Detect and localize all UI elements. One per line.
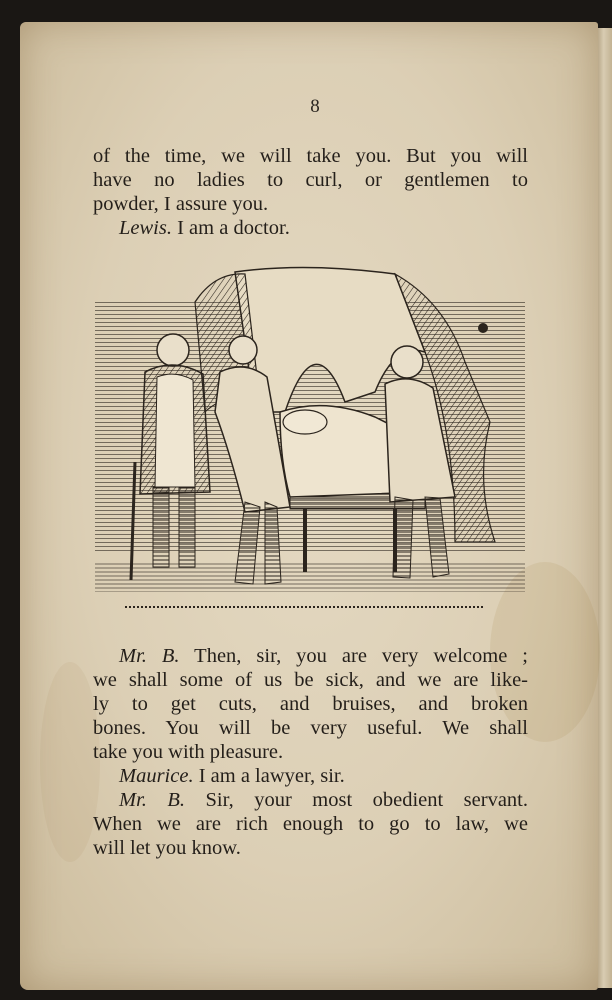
dialogue-mrb xyxy=(93,644,528,668)
dialogue-text: I am a lawyer, sir. xyxy=(198,765,345,787)
text-line: When we are rich enough to go to law, we xyxy=(93,813,528,835)
text-line: ly to get cuts, and bruises, and broken xyxy=(93,693,528,715)
floor xyxy=(95,562,525,592)
text-line: of the time, we will take you. But you will xyxy=(93,145,528,167)
figure-left-leg xyxy=(153,487,169,567)
dialogue-lewis xyxy=(93,216,528,240)
dialogue-text: Sir, your most obedient servant. xyxy=(205,789,528,811)
text-line: will let you know. xyxy=(93,837,241,859)
dialogue-maurice xyxy=(93,764,528,788)
bedpost-finial xyxy=(478,323,488,333)
figure-right-head xyxy=(391,346,423,378)
dialogue-mrb xyxy=(93,788,528,812)
lower-dialogue xyxy=(93,644,528,860)
text-line: have no ladies to curl, or gentlemen to xyxy=(93,169,528,191)
figure-middle-head xyxy=(229,336,257,364)
text-line: bones. You will be very useful. We shall xyxy=(93,717,528,739)
text-line: take you with pleasure. xyxy=(93,741,284,763)
speaker-name: Lewis. xyxy=(119,217,172,239)
dialogue-text: Then, sir, you are very welcome ; xyxy=(194,645,528,667)
speaker-name: Maurice. xyxy=(119,765,194,787)
dialogue-text: I am a doctor. xyxy=(177,217,290,239)
patient-head xyxy=(283,410,327,434)
figure-left-leg xyxy=(179,487,195,567)
text-line: we shall some of us be sick, and we are like- xyxy=(93,669,528,691)
top-paragraph xyxy=(93,144,528,240)
stain xyxy=(40,662,100,862)
figure-left-waistcoat xyxy=(155,374,195,487)
figure-left-head xyxy=(157,334,189,366)
woodcut-illustration xyxy=(95,262,525,622)
speaker-name: Mr. B. xyxy=(119,789,186,811)
speaker-name: Mr. B. xyxy=(119,645,180,667)
page-edge xyxy=(598,28,612,988)
page-number: 8 xyxy=(310,96,320,117)
text-line: powder, I assure you. xyxy=(93,193,269,215)
